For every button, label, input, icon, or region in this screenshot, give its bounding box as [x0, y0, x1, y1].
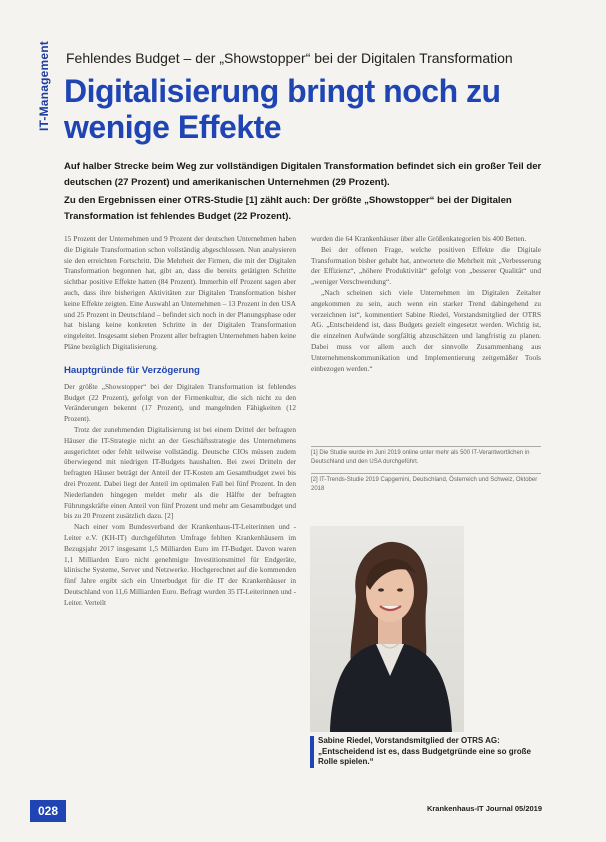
- body-paragraph: 15 Prozent der Unternehmen und 9 Prozent der deutschen Unternehmen haben die Digitale Transformation schon vollständig abgeschlossen. Nun analysieren sie den erreichten Fortschritt. Die Mehrheit der Firmen, die mit der Digitalen Transformation begonnen hat, gibt an, dass die bereits getätigten Schritte sichtbar positive Effekte hatten (84 Prozent). Immerhin elf Prozent sagen aber auch, dass ihre bisherigen Aktivitäten zur Digitalen Transformation bisher keine Effekte zeigten. Eine Auswahl an Unternehmen – 13 Prozent in den USA und 25 Prozent in Deutschland – befindet sich noch in der Planungsphase oder hat bislang keine konkreten Schritte in der Digitalen Transformation eingeleitet. Insgesamt sieben Prozent aller befragten Unternehmen haben keine Pläne bezüglich Digitalisierung.: [64, 234, 296, 351]
- caption-name: Sabine Riedel, Vorstandsmitglied der OTRS AG:: [318, 736, 500, 745]
- body-paragraph: Bei der offenen Frage, welche positiven Effekte die Digitale Transformation bisher gehabt hat, antwortete die Mehrheit mit „Verbesserung der Effizienz“, „höhere Produktivität“ gefolgt von „besserer Qualität“ und „weniger Verschwendung“.: [311, 244, 541, 287]
- body-paragraph: Nach einer vom Bundesverband der Krankenhaus-IT-Leiterinnen und -Leiter e.V. (KH-IT) durchgeführten Umfrage fehlten Krankenhäusern im Bezugsjahr 2017 insgesamt 1,5 Milliarden Euro im IT-Budget. Davon waren 1,1 Milliarden Euro nicht genehmigte Investitionsmittel für Endgeräte, klinische Systeme, Server und Netzwerke. Hochgerechnet auf die kommenden fünf Jahre ergibt sich ein Unterbudget für die IT der Krankenhäuser in Deutschland von 11,6 Milliarden Euro. Befragt wurden 35 IT-Leiterinnen und -Leiter. Verteilt: [64, 522, 296, 607]
- body-paragraph: Der größte „Showstopper“ bei der Digitalen Transformation ist fehlendes Budget (22 Prozent), gefolgt von der Firmenkultur, die sich nicht zu den Veränderungen bekennt (17 Prozent), und mangelnden Fähigkeiten (12 Prozent).: [64, 381, 296, 424]
- lead-paragraph: Auf halber Strecke beim Weg zur vollständigen Digitalen Transformation befindet sich ein großer Teil der deutschen (27 Prozent) und amerikanischen Unternehmen (29 Prozent).: [64, 161, 542, 188]
- right-column: [311, 234, 541, 374]
- portrait-illustration: [310, 526, 464, 732]
- section-subhead: Hauptgründe für Verzögerung: [64, 364, 200, 376]
- body-paragraph: wurden die 64 Krankenhäuser über alle Größenkategorien bis 400 Betten.: [311, 234, 527, 243]
- article-kicker: Fehlendes Budget – der „Showstopper“ bei der Digitalen Transformation: [66, 50, 513, 66]
- body-paragraph: Trotz der zunehmenden Digitalisierung ist bei einem Drittel der befragten Häuser die IT-Strategie nicht an der Geschäftsstrategie des Unternehmens ausgerichtet oder fehlt teilweise vollständig. Deutsche CIOs müssen zudem überwiegend mit niedrigen IT-Budgets haushalten. Bei zwei Dritteln der befragten Häuser beträgt der Anteil der IT-Kosten am Gesamtbudget zwei bis drei Prozent. Dabei liegt der Anteil im optimalen Fall bei fünf Prozent. In den Niederlanden hingegen meldet mehr als die Hälfte der befragten Führungskräfte einen Anteil von fünf Prozent und mehr am Gesamtbudget und bis zu 20 Prozent zusätzlich dazu. [2]: [64, 424, 296, 521]
- section-label: IT-Management: [37, 41, 51, 131]
- magazine-issue: Krankenhaus-IT Journal 05/2019: [426, 804, 542, 813]
- footnote: [2] IT-Trends-Studie 2019 Capgemini, Deutschland, Österreich und Schweiz, Oktober 2018: [311, 473, 541, 494]
- article-lead: [64, 159, 564, 227]
- lead-paragraph: Zu den Ergebnissen einer OTRS-Studie [1] zählt auch: Der größte „Showstopper“ bei der Digitalen Transformation ist fehlendes Budget (22 Prozent).: [64, 195, 512, 222]
- caption-quote: „Entscheidend ist es, dass Budgetgründe eine so große Rolle spielen.“: [318, 746, 531, 766]
- left-column: [64, 234, 296, 609]
- photo-caption: [310, 736, 548, 768]
- article-headline: Digitalisierung bringt noch zu wenige Effekte: [64, 73, 501, 145]
- footnote: [1] Die Studie wurde im Juni 2019 online unter mehr als 500 IT-Verantwortlichen in Deutschland und den USA durchgeführt.: [311, 446, 541, 467]
- portrait-photo: [310, 526, 464, 732]
- body-paragraph: „Nach scheinen sich viele Unternehmen im Digitalen Zeitalter angekommen zu sein, auch wenn ein starker Trend dahingehend zu verzeichnen ist“, kommentiert Sabine Riedel, Vorstandsmitglied der OTRS AG. „Entscheidend ist, dass Budgets gezielt eingesetzt werden. Wichtig ist, die einzelnen Aufwände sorgfältig abzuschätzen und langfristig zu planen. Dabei muss vor allem auch der sinnvolle Zusammenhang aus Unternehmenskommunikation und Implementierung zeitgemäßer Tools einbezogen werden.“: [311, 287, 541, 373]
- section-tab: [36, 22, 52, 154]
- page-number: 028: [30, 800, 66, 822]
